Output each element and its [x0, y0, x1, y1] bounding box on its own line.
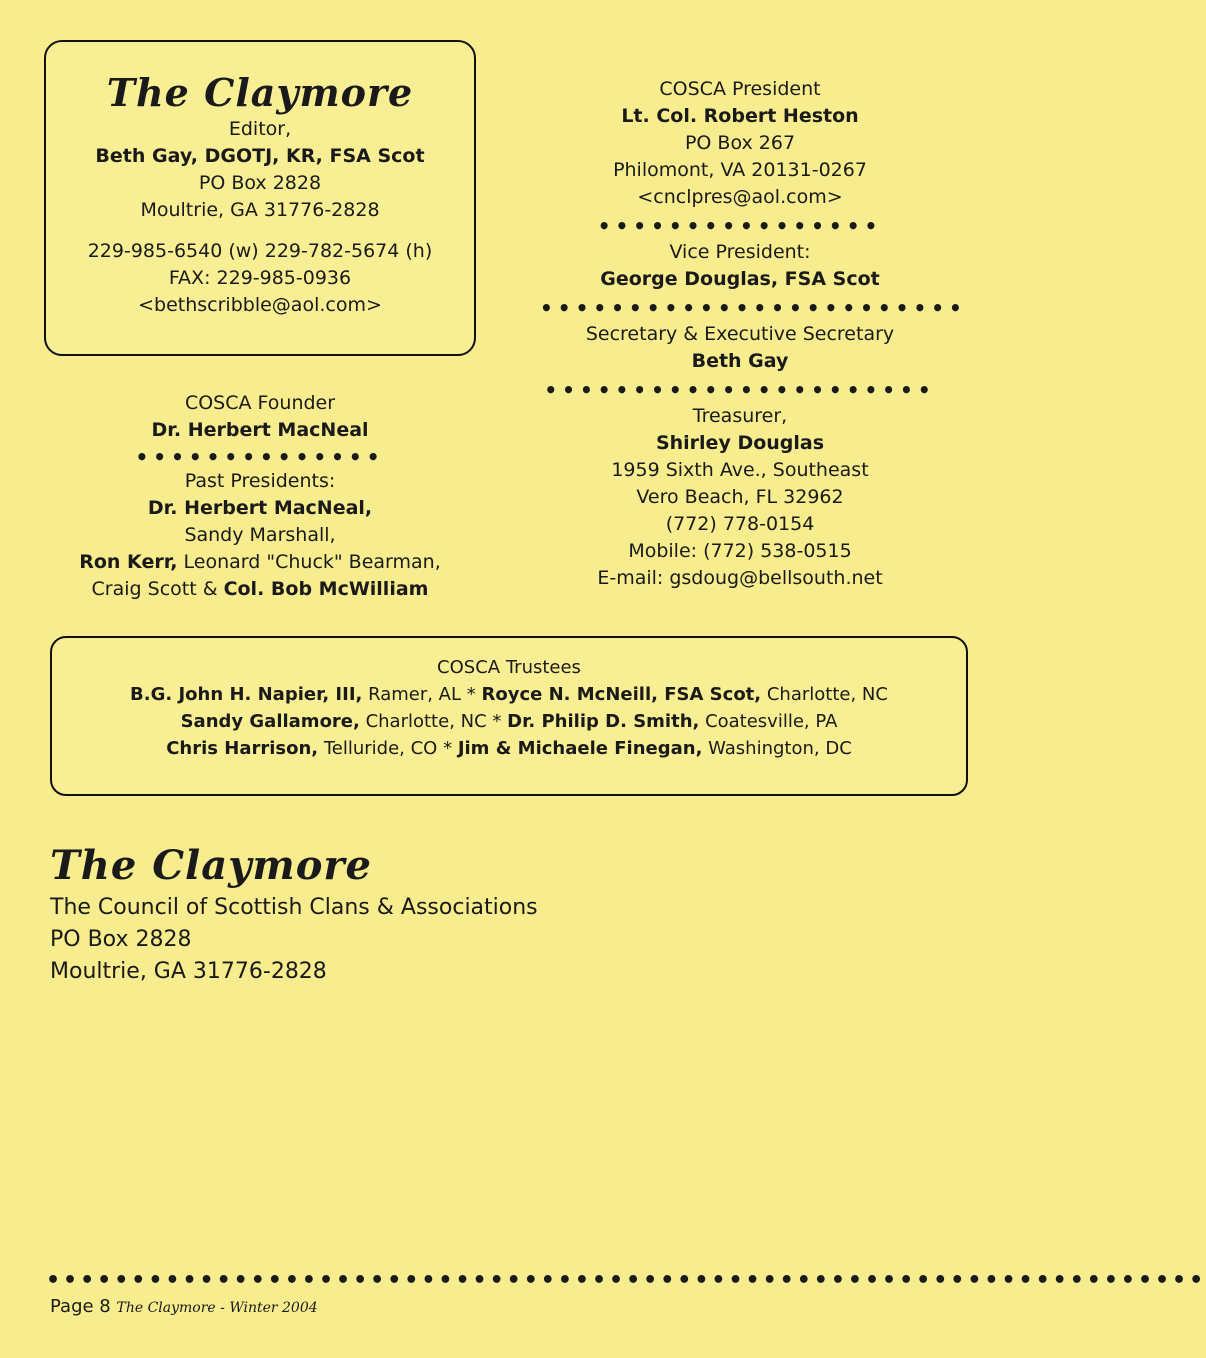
separator: *: [486, 711, 508, 732]
trustee-name: Jim & Michaele Finegan,: [457, 738, 703, 759]
treasurer-title: Treasurer,: [692, 405, 788, 427]
page-number: Page 8: [50, 1296, 111, 1317]
president-name: Lt. Col. Robert Heston: [621, 105, 859, 127]
trustees-line3: [52, 735, 966, 762]
mailing-block: [50, 840, 650, 988]
secretary-name: Beth Gay: [691, 350, 789, 372]
footer: [50, 1296, 318, 1317]
president-address-line1: PO Box 267: [684, 132, 796, 154]
president-title: COSCA President: [659, 78, 821, 100]
dot-divider: ••••••••••••••••: [597, 214, 883, 238]
editor-address-line2: Moultrie, GA 31776-2828: [140, 199, 380, 221]
treasurer-mobile: Mobile: (772) 538-0515: [628, 540, 852, 562]
trustee-place: Coatesville, PA: [699, 711, 838, 732]
editor-box: [44, 40, 476, 356]
trustee-name: Chris Harrison,: [166, 738, 319, 759]
trustee-name: B.G. John H. Napier, III,: [130, 684, 363, 705]
treasurer-name: Shirley Douglas: [655, 432, 825, 454]
editor-address-line1: PO Box 2828: [198, 172, 322, 194]
mailing-address-line2: Moultrie, GA 31776-2828: [50, 959, 327, 984]
trustees-line2: [52, 708, 966, 735]
trustee-place: Telluride, CO: [318, 738, 438, 759]
editor-phones: 229-985-6540 (w) 229-782-5674 (h): [87, 240, 433, 262]
dot-divider: ••••••••••••••••••••••••: [540, 296, 967, 320]
mailing-org: The Council of Scottish Clans & Associations: [50, 895, 538, 920]
founder-column: [50, 390, 470, 603]
treasurer-address-line2: Vero Beach, FL 32962: [636, 486, 844, 508]
trustees-box: [50, 636, 968, 796]
footer-dot-divider: ••••••••••••••••••••••••••••••••••••••••••••••••••••••••••••••••••••: [46, 1268, 1206, 1293]
treasurer-phone: (772) 778-0154: [665, 513, 815, 535]
mailing-masthead: The Claymore: [50, 842, 372, 889]
past-president-name: Col. Bob McWilliam: [223, 578, 429, 600]
past-president-name: Craig Scott &: [91, 578, 224, 600]
president-address-line2: Philomont, VA 20131-0267: [613, 159, 867, 181]
past-president-name: Leonard "Chuck" Bearman,: [177, 551, 441, 573]
editor-email: <bethscribble@aol.com>: [138, 294, 382, 316]
separator: *: [461, 684, 482, 705]
treasurer-email: E-mail: gsdoug@bellsouth.net: [597, 567, 883, 589]
dot-divider: ••••••••••••••: [135, 445, 385, 469]
trustee-name: Sandy Gallamore,: [180, 711, 360, 732]
masthead: The Claymore: [106, 70, 414, 115]
trustee-place: Charlotte, NC: [359, 711, 487, 732]
past-president-line2: Sandy Marshall,: [184, 524, 336, 546]
past-presidents-title: Past Presidents:: [184, 470, 336, 492]
officers-column: [540, 76, 967, 592]
spacer: [46, 224, 474, 238]
past-president-line4: [50, 576, 470, 603]
vice-president-title: Vice President:: [669, 241, 811, 263]
past-president-line3: [50, 549, 470, 576]
founder-title: COSCA Founder: [184, 392, 336, 414]
issue-label: The Claymore - Winter 2004: [116, 1300, 318, 1316]
trustee-place: Ramer, AL: [362, 684, 462, 705]
editor-role: Editor,: [228, 118, 292, 140]
trustees-line1: [52, 681, 966, 708]
editor-fax: FAX: 229-985-0936: [168, 267, 352, 289]
trustee-name: Dr. Philip D. Smith,: [507, 711, 700, 732]
past-president-line1: Dr. Herbert MacNeal,: [147, 497, 373, 519]
trustee-place: Charlotte, NC: [761, 684, 888, 705]
editor-name: Beth Gay, DGOTJ, KR, FSA Scot: [95, 145, 425, 167]
vice-president-name: George Douglas, FSA Scot: [600, 268, 880, 290]
founder-name: Dr. Herbert MacNeal: [151, 419, 369, 441]
secretary-title: Secretary & Executive Secretary: [585, 323, 895, 345]
trustee-name: Royce N. McNeill, FSA Scot,: [481, 684, 762, 705]
treasurer-address-line1: 1959 Sixth Ave., Southeast: [611, 459, 869, 481]
president-email: <cnclpres@aol.com>: [637, 186, 843, 208]
trustees-title: COSCA Trustees: [437, 657, 581, 678]
past-president-name: Ron Kerr,: [79, 551, 178, 573]
dot-divider: ••••••••••••••••••••••: [544, 378, 936, 402]
separator: *: [437, 738, 458, 759]
trustee-place: Washington, DC: [702, 738, 852, 759]
mailing-address-line1: PO Box 2828: [50, 927, 192, 952]
